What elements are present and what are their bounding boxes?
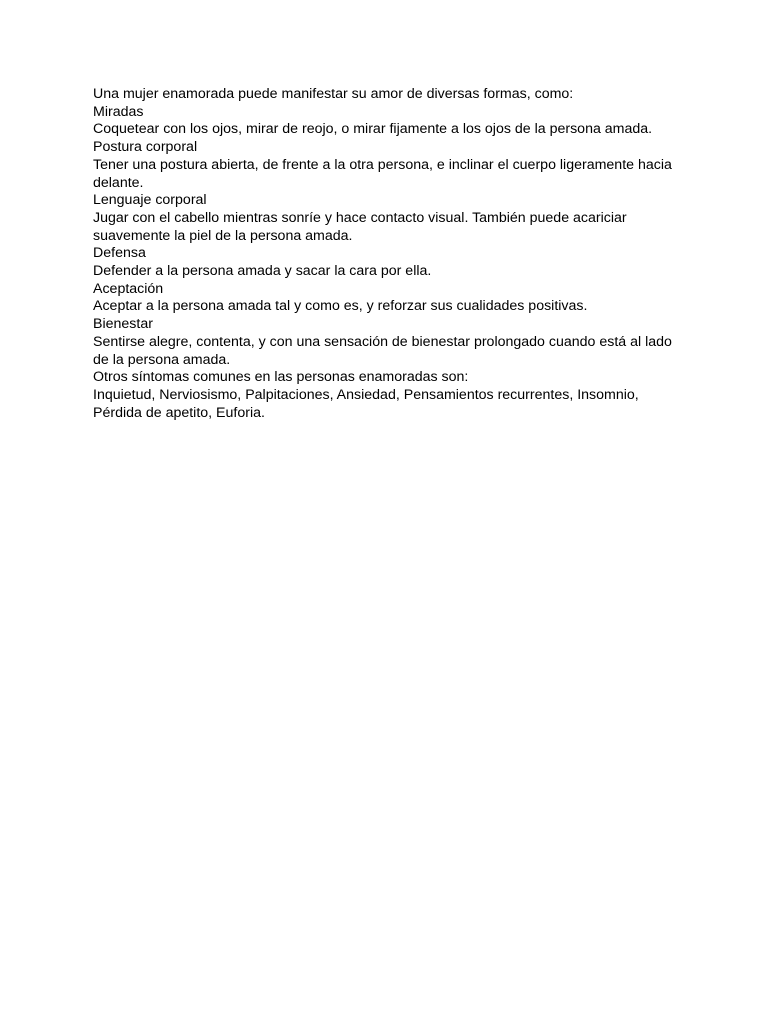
section-heading-postura-corporal: Postura corporal xyxy=(93,139,198,156)
section-body-aceptacion: Aceptar a la persona amada tal y como es, y reforzar sus cualidades positivas. xyxy=(93,298,588,315)
section-body-bienestar: Sentirse alegre, contenta, y con una sensación de bienestar prolongado cuando está al lado de la persona amada. xyxy=(93,333,672,368)
section-heading-defensa: Defensa xyxy=(93,245,146,262)
section-heading-miradas: Miradas xyxy=(93,103,144,120)
symptoms-intro: Otros síntomas comunes en las personas enamoradas son: xyxy=(93,369,469,386)
section-body-miradas: Coquetear con los ojos, mirar de reojo, o mirar fijamente a los ojos de la persona amada. xyxy=(93,121,653,138)
intro-paragraph: Una mujer enamorada puede manifestar su amor de diversas formas, como: xyxy=(93,86,574,102)
section-heading-bienestar: Bienestar xyxy=(93,316,153,333)
section-heading-lenguaje-corporal: Lenguaje corporal xyxy=(93,192,207,209)
section-heading-aceptacion: Aceptación xyxy=(93,280,164,297)
section-body-postura-corporal: Tener una postura abierta, de frente a la otra persona, e inclinar el cuerpo ligeramente hacia delante. xyxy=(93,156,672,191)
symptoms-list: Inquietud, Nerviosismo, Palpitaciones, Ansiedad, Pensamientos recurrentes, Insomnio, Pérdida de apetito, Euforia. xyxy=(93,386,639,421)
section-body-defensa: Defender a la persona amada y sacar la cara por ella. xyxy=(93,263,432,280)
section-body-lenguaje-corporal: Jugar con el cabello mientras sonríe y hace contacto visual. También puede acariciar suavemente la piel de la persona amada. xyxy=(93,209,627,244)
document-body xyxy=(93,86,683,422)
